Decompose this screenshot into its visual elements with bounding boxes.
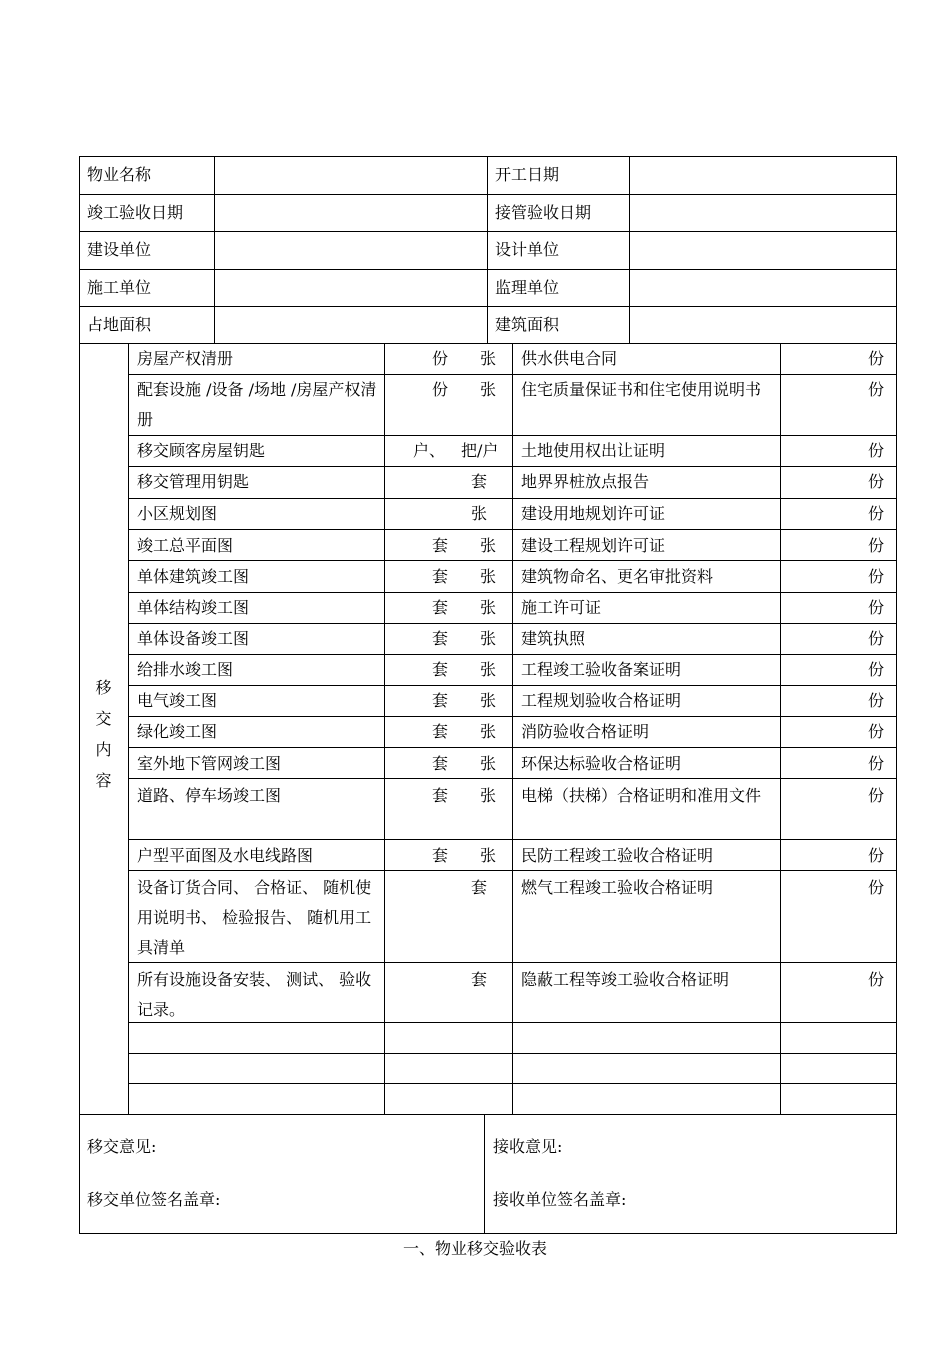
label-design-unit: 设计单位 [495,240,560,259]
item-unit: 张 [480,754,497,773]
document-unit: 份 [868,472,885,491]
document-unit: 份 [868,970,885,989]
item-unit: 把/户 [461,441,499,460]
row-divider [128,839,897,840]
item-unit: 张 [480,846,497,865]
column-divider [214,156,215,344]
item-name: 小区规划图 [137,504,218,523]
section-label-char: 移 [95,678,112,697]
item-unit: 套 [471,472,488,491]
document-unit: 份 [868,380,885,399]
document-unit: 份 [868,691,885,710]
label-land-area: 占地面积 [87,315,152,334]
document-name: 工程竣工验收备案证明 [521,660,682,679]
item-unit: 张 [471,504,488,523]
item-unit: 套 [432,567,449,586]
document-name: 住宅质量保证书和住宅使用说明书 [521,380,762,399]
label-construction-unit: 建设单位 [87,240,152,259]
document-name: 建筑物命名、更名审批资料 [521,567,714,586]
item-unit: 套 [471,878,488,897]
section-label-char: 容 [95,771,112,790]
label-builder-unit: 施工单位 [87,278,152,297]
item-name: 房屋产权清册 [137,349,234,368]
item-unit: 张 [480,536,497,555]
document-name: 施工许可证 [521,598,602,617]
document-name: 供水供电合同 [521,349,618,368]
document-unit: 份 [868,660,885,679]
column-divider [484,1114,485,1234]
row-divider [128,1083,897,1084]
item-name: 设备订货合同、 合格证、 随机使用说明书、 检验报告、 随机用工具清单 [137,878,372,957]
receive-signature-label: 接收单位签名盖章: [493,1190,627,1209]
item-name: 移交顾客房屋钥匙 [137,441,266,460]
item-unit: 张 [480,380,497,399]
document-unit: 份 [868,878,885,897]
item-unit: 张 [480,349,497,368]
section-divider [79,1114,897,1115]
label-takeover-date: 接管验收日期 [495,203,592,222]
label-supervisor-unit: 监理单位 [495,278,560,297]
handover-signature-label: 移交单位签名盖章: [87,1190,221,1209]
document-unit: 份 [868,786,885,805]
document-name: 民防工程竣工验收合格证明 [521,846,714,865]
section-label [79,672,128,796]
document-name: 环保达标验收合格证明 [521,754,682,773]
document-name: 地界界桩放点报告 [521,472,650,491]
item-unit: 套 [432,786,449,805]
item-unit: 张 [480,722,497,741]
item-name: 电气竣工图 [137,691,218,710]
column-divider [384,343,385,1115]
column-divider [128,343,129,1115]
item-unit: 份 [432,380,449,399]
document-unit: 份 [868,722,885,741]
document-name: 建筑执照 [521,629,586,648]
item-unit: 张 [480,786,497,805]
row-divider [128,747,897,748]
row-divider [79,269,897,270]
row-divider [128,529,897,530]
document-unit: 份 [868,349,885,368]
column-divider [780,343,781,1115]
item-name: 给排水竣工图 [137,660,234,679]
item-name: 单体结构竣工图 [137,598,250,617]
table-border [79,1233,897,1234]
document-unit: 份 [868,536,885,555]
document-unit: 份 [868,629,885,648]
item-unit: 套 [432,629,449,648]
handover-opinion-label: 移交意见: [87,1137,157,1156]
column-divider [512,343,513,1115]
document-unit: 份 [868,754,885,773]
row-divider [128,654,897,655]
row-divider [128,560,897,561]
document-unit: 份 [868,846,885,865]
receive-opinion-label: 接收意见: [493,1137,563,1156]
document-unit: 份 [868,567,885,586]
label-start-date: 开工日期 [495,165,560,184]
row-divider [79,231,897,232]
label-completion-date: 竣工验收日期 [87,203,184,222]
item-unit: 套 [471,970,488,989]
item-unit: 张 [480,567,497,586]
column-divider [487,156,488,344]
row-divider [79,194,897,195]
section-label-char: 交 [95,709,112,728]
document-name: 建设用地规划许可证 [521,504,666,523]
document-unit: 份 [868,504,885,523]
item-unit: 张 [480,691,497,710]
row-divider [128,685,897,686]
item-unit: 套 [432,846,449,865]
item-unit: 套 [432,536,449,555]
item-unit: 份 [432,349,449,368]
item-name: 配套设施 /设备 /场地 /房屋产权清册 [137,380,377,429]
document-name: 建设工程规划许可证 [521,536,666,555]
item-unit: 套 [432,722,449,741]
item-unit: 套 [432,691,449,710]
label-property-name: 物业名称 [87,165,152,184]
section-label-char: 内 [95,740,112,759]
item-unit: 张 [480,660,497,679]
document-name: 工程规划验收合格证明 [521,691,682,710]
table-border [896,156,897,1234]
item-unit: 张 [480,629,497,648]
table-caption: 一、物业移交验收表 [402,1239,547,1258]
item-unit: 张 [480,598,497,617]
item-name: 移交管理用钥匙 [137,472,250,491]
item-name: 道路、停车场竣工图 [137,786,282,805]
row-divider [79,306,897,307]
document-name: 电梯（扶梯）合格证明和准用文件 [521,786,762,805]
document-name: 燃气工程竣工验收合格证明 [521,878,714,897]
document-name: 土地使用权出让证明 [521,441,666,460]
label-building-area: 建筑面积 [495,315,560,334]
item-name: 所有设施设备安装、 测试、 验收记录。 [137,970,372,1019]
document-unit: 份 [868,441,885,460]
item-unit: 套 [432,754,449,773]
column-divider [629,156,630,344]
item-unit: 套 [432,660,449,679]
item-unit: 套 [432,598,449,617]
item-name: 单体建筑竣工图 [137,567,250,586]
item-name: 绿化竣工图 [137,722,218,741]
item-name: 单体设备竣工图 [137,629,250,648]
item-unit: 户、 [413,441,446,460]
item-name: 室外地下管网竣工图 [137,754,282,773]
row-divider [128,1053,897,1054]
row-divider [128,498,897,499]
item-name: 户型平面图及水电线路图 [137,846,314,865]
document-name: 消防验收合格证明 [521,722,650,741]
table-border [79,156,897,157]
row-divider [128,716,897,717]
item-name: 竣工总平面图 [137,536,234,555]
document-name: 隐蔽工程等竣工验收合格证明 [521,970,730,989]
document-unit: 份 [868,598,885,617]
